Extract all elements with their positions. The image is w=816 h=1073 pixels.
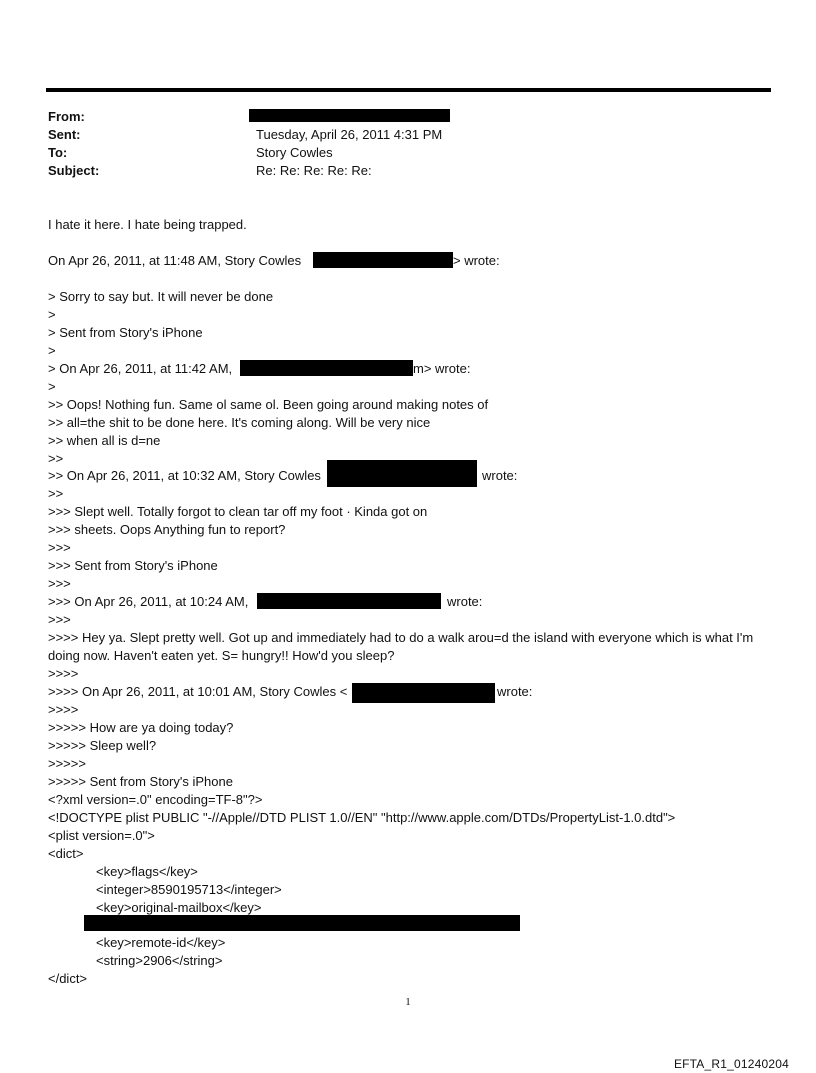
body-line: m> wrote: (413, 361, 471, 376)
subject-label: Subject: (48, 163, 100, 178)
body-line: <string>2906</string> (96, 953, 223, 968)
from-label: From: (48, 109, 85, 124)
body-line: On Apr 26, 2011, at 11:48 AM, Story Cowles (48, 253, 305, 268)
body-line: >>>> On Apr 26, 2011, at 10:01 AM, Story Cowles < (48, 684, 348, 699)
to-value: Story Cowles (256, 145, 333, 160)
body-line: wrote: (497, 684, 533, 699)
body-line: <key>remote-id</key> (96, 935, 226, 950)
body-line: >>> On Apr 26, 2011, at 10:24 AM, (48, 594, 252, 609)
body-line: > On Apr 26, 2011, at 11:42 AM, (48, 361, 233, 376)
body-line: > Sent from Story's iPhone (48, 325, 203, 340)
body-line: <key>original-mailbox</key> (96, 900, 262, 915)
body-line: <integer>8590195713</integer> (96, 882, 282, 897)
page-number: 1 (405, 996, 411, 1008)
body-line: >>>>> Sleep well? (48, 738, 157, 753)
subject-value: Re: Re: Re: Re: Re: (256, 163, 372, 178)
body-line: > wrote: (453, 253, 500, 268)
body-line: >>> (48, 612, 71, 627)
body-line: <dict> (48, 846, 84, 861)
body-line: <?xml version=.0" encoding=TF-8"?> (48, 792, 263, 807)
body-line: >>>>> How are ya doing today? (48, 720, 234, 735)
body-paragraph: >>>> Hey ya. Slept pretty well. Got up and immediately had to do a walk arou=d the island with everyone which is what I'm doing now. Haven't eaten yet. S= hungry!! How'd you sleep? (48, 630, 754, 663)
body-line: I hate it here. I hate being trapped. (48, 217, 247, 232)
redaction-email (327, 460, 477, 487)
body-line: >> Oops! Nothing fun. Same ol same ol. Been going around making notes of (48, 397, 489, 412)
body-line: >> all=the shit to be done here. It's coming along. Will be very nice (48, 415, 431, 430)
redaction-mailbox (84, 915, 520, 931)
body-line: >>>> (48, 702, 79, 717)
body-line: >>>>> Sent from Story's iPhone (48, 774, 233, 789)
body-line: > (48, 343, 56, 358)
body-line: >> On Apr 26, 2011, at 10:32 AM, Story Cowles (48, 468, 321, 483)
redaction-email (240, 360, 413, 376)
body-line: <key>flags</key> (96, 864, 198, 879)
body-line: > Sorry to say but. It will never be done (48, 289, 274, 304)
body-line: > (48, 307, 56, 322)
body-line: >>> (48, 540, 71, 555)
body-line: >> when all is d=ne (48, 433, 161, 448)
body-line: >> (48, 451, 64, 466)
redaction-email (352, 683, 495, 703)
body-line: >>> Sent from Story's iPhone (48, 558, 218, 573)
header-rule (46, 88, 771, 92)
redaction-email (257, 593, 441, 609)
body-line: >>>>> (48, 756, 86, 771)
body-line: <plist version=.0"> (48, 828, 155, 843)
body-line: >>> (48, 576, 71, 591)
body-line: </dict> (48, 971, 88, 986)
body-line: >>> sheets. Oops Anything fun to report? (48, 522, 286, 537)
sent-value: Tuesday, April 26, 2011 4:31 PM (256, 127, 443, 142)
sent-label: Sent: (48, 127, 81, 142)
body-line: wrote: (482, 468, 518, 483)
redaction-from (249, 109, 450, 122)
body-line: <!DOCTYPE plist PUBLIC "-//Apple//DTD PLIST 1.0//EN" "http://www.apple.com/DTDs/PropertyList-1.0.dtd"> (48, 810, 676, 825)
body-line: wrote: (447, 594, 483, 609)
document-id: EFTA_R1_01240204 (673, 1057, 789, 1071)
to-label: To: (48, 145, 68, 160)
body-line: >>> Slept well. Totally forgot to clean tar off my foot · Kinda got on (48, 504, 428, 519)
body-line: > (48, 379, 56, 394)
body-line: >> (48, 486, 64, 501)
body-line: >>>> (48, 666, 79, 681)
redaction-email (313, 252, 453, 268)
